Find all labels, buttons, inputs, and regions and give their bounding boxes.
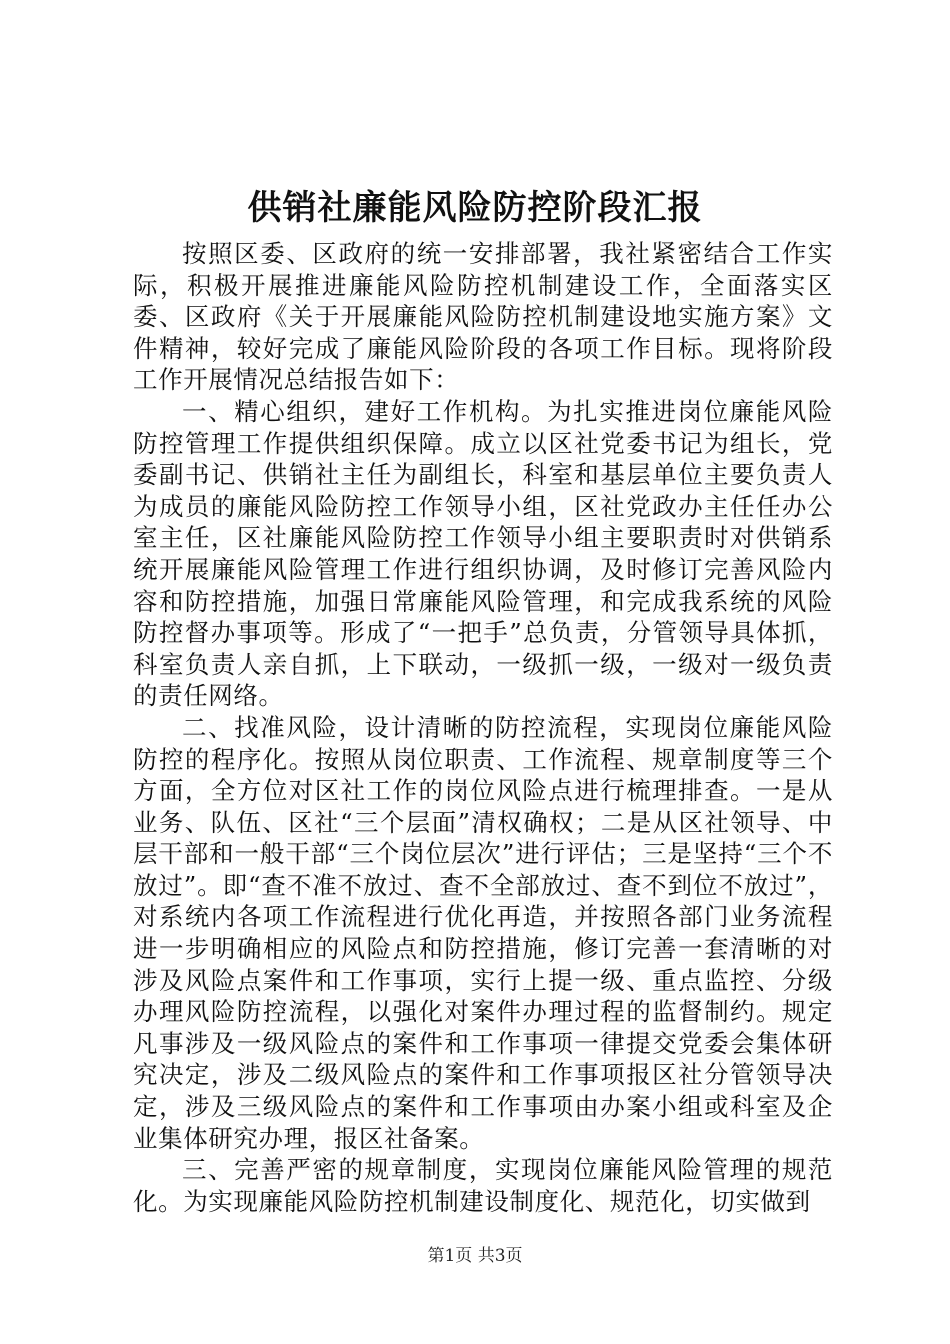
paragraph-section-2: 二、找准风险，设计清晰的防控流程，实现岗位廉能风险防控的程序化。按照从岗位职责、工作流程、规章制度等三个方面，全方位对区社工作的岗位风险点进行梳理排查。一是从业务、队伍、区社“三个层面”清权确权；二是从区社领导、中层干部和一般干部“三个岗位层次”进行评估；三是坚持“三个不放过”。即“查不准不放过、查不全部放过、查不到位不放过”，对系统内各项工作流程进行优化再造，并按照各部门业务流程进一步明确相应的风险点和防控措施，修订完善一套清晰的对涉及风险点案件和工作事项，实行上提一级、重点监控、分级办理风险防控流程，以强化对案件办理过程的监督制约。规定凡事涉及一级风险点的案件和工作事项一律提交党委会集体研究决定，涉及二级风险点的案件和工作事项报区社分管领导决定，涉及三级风险点的案件和工作事项由办案小组或科室及企业集体研究办理，报区社备案。: [133, 712, 833, 1153]
document-body: [133, 238, 833, 1217]
paragraph-section-1: 一、精心组织，建好工作机构。为扎实推进岗位廉能风险防控管理工作提供组织保障。成立以区社党委书记为组长，党委副书记、供销社主任为副组长，科室和基层单位主要负责人为成员的廉能风险防控工作领导小组，区社党政办主任任办公室主任，区社廉能风险防控工作领导小组主要职责时对供销系统开展廉能风险管理工作进行组织协调，及时修订完善风险内容和防控措施，加强日常廉能风险管理，和完成我系统的风险防控督办事项等。形成了“一把手”总负责，分管领导具体抓，科室负责人亲自抓，上下联动，一级抓一级，一级对一级负责的责任网络。: [133, 396, 833, 711]
document-title: 供销社廉能风险防控阶段汇报: [247, 188, 703, 228]
paragraph-intro: 按照区委、区政府的统一安排部署，我社紧密结合工作实际，积极开展推进廉能风险防控机制建设工作，全面落实区委、区政府《关于开展廉能风险防控机制建设地实施方案》文件精神，较好完成了廉能风险阶段的各项工作目标。现将阶段工作开展情况总结报告如下：: [133, 239, 833, 395]
page-number-footer: 第1页 共3页: [427, 1246, 523, 1266]
paragraph-section-3: 三、完善严密的规章制度，实现岗位廉能风险管理的规范化。为实现廉能风险防控机制建设制度化、规范化，切实做到: [133, 1155, 833, 1216]
